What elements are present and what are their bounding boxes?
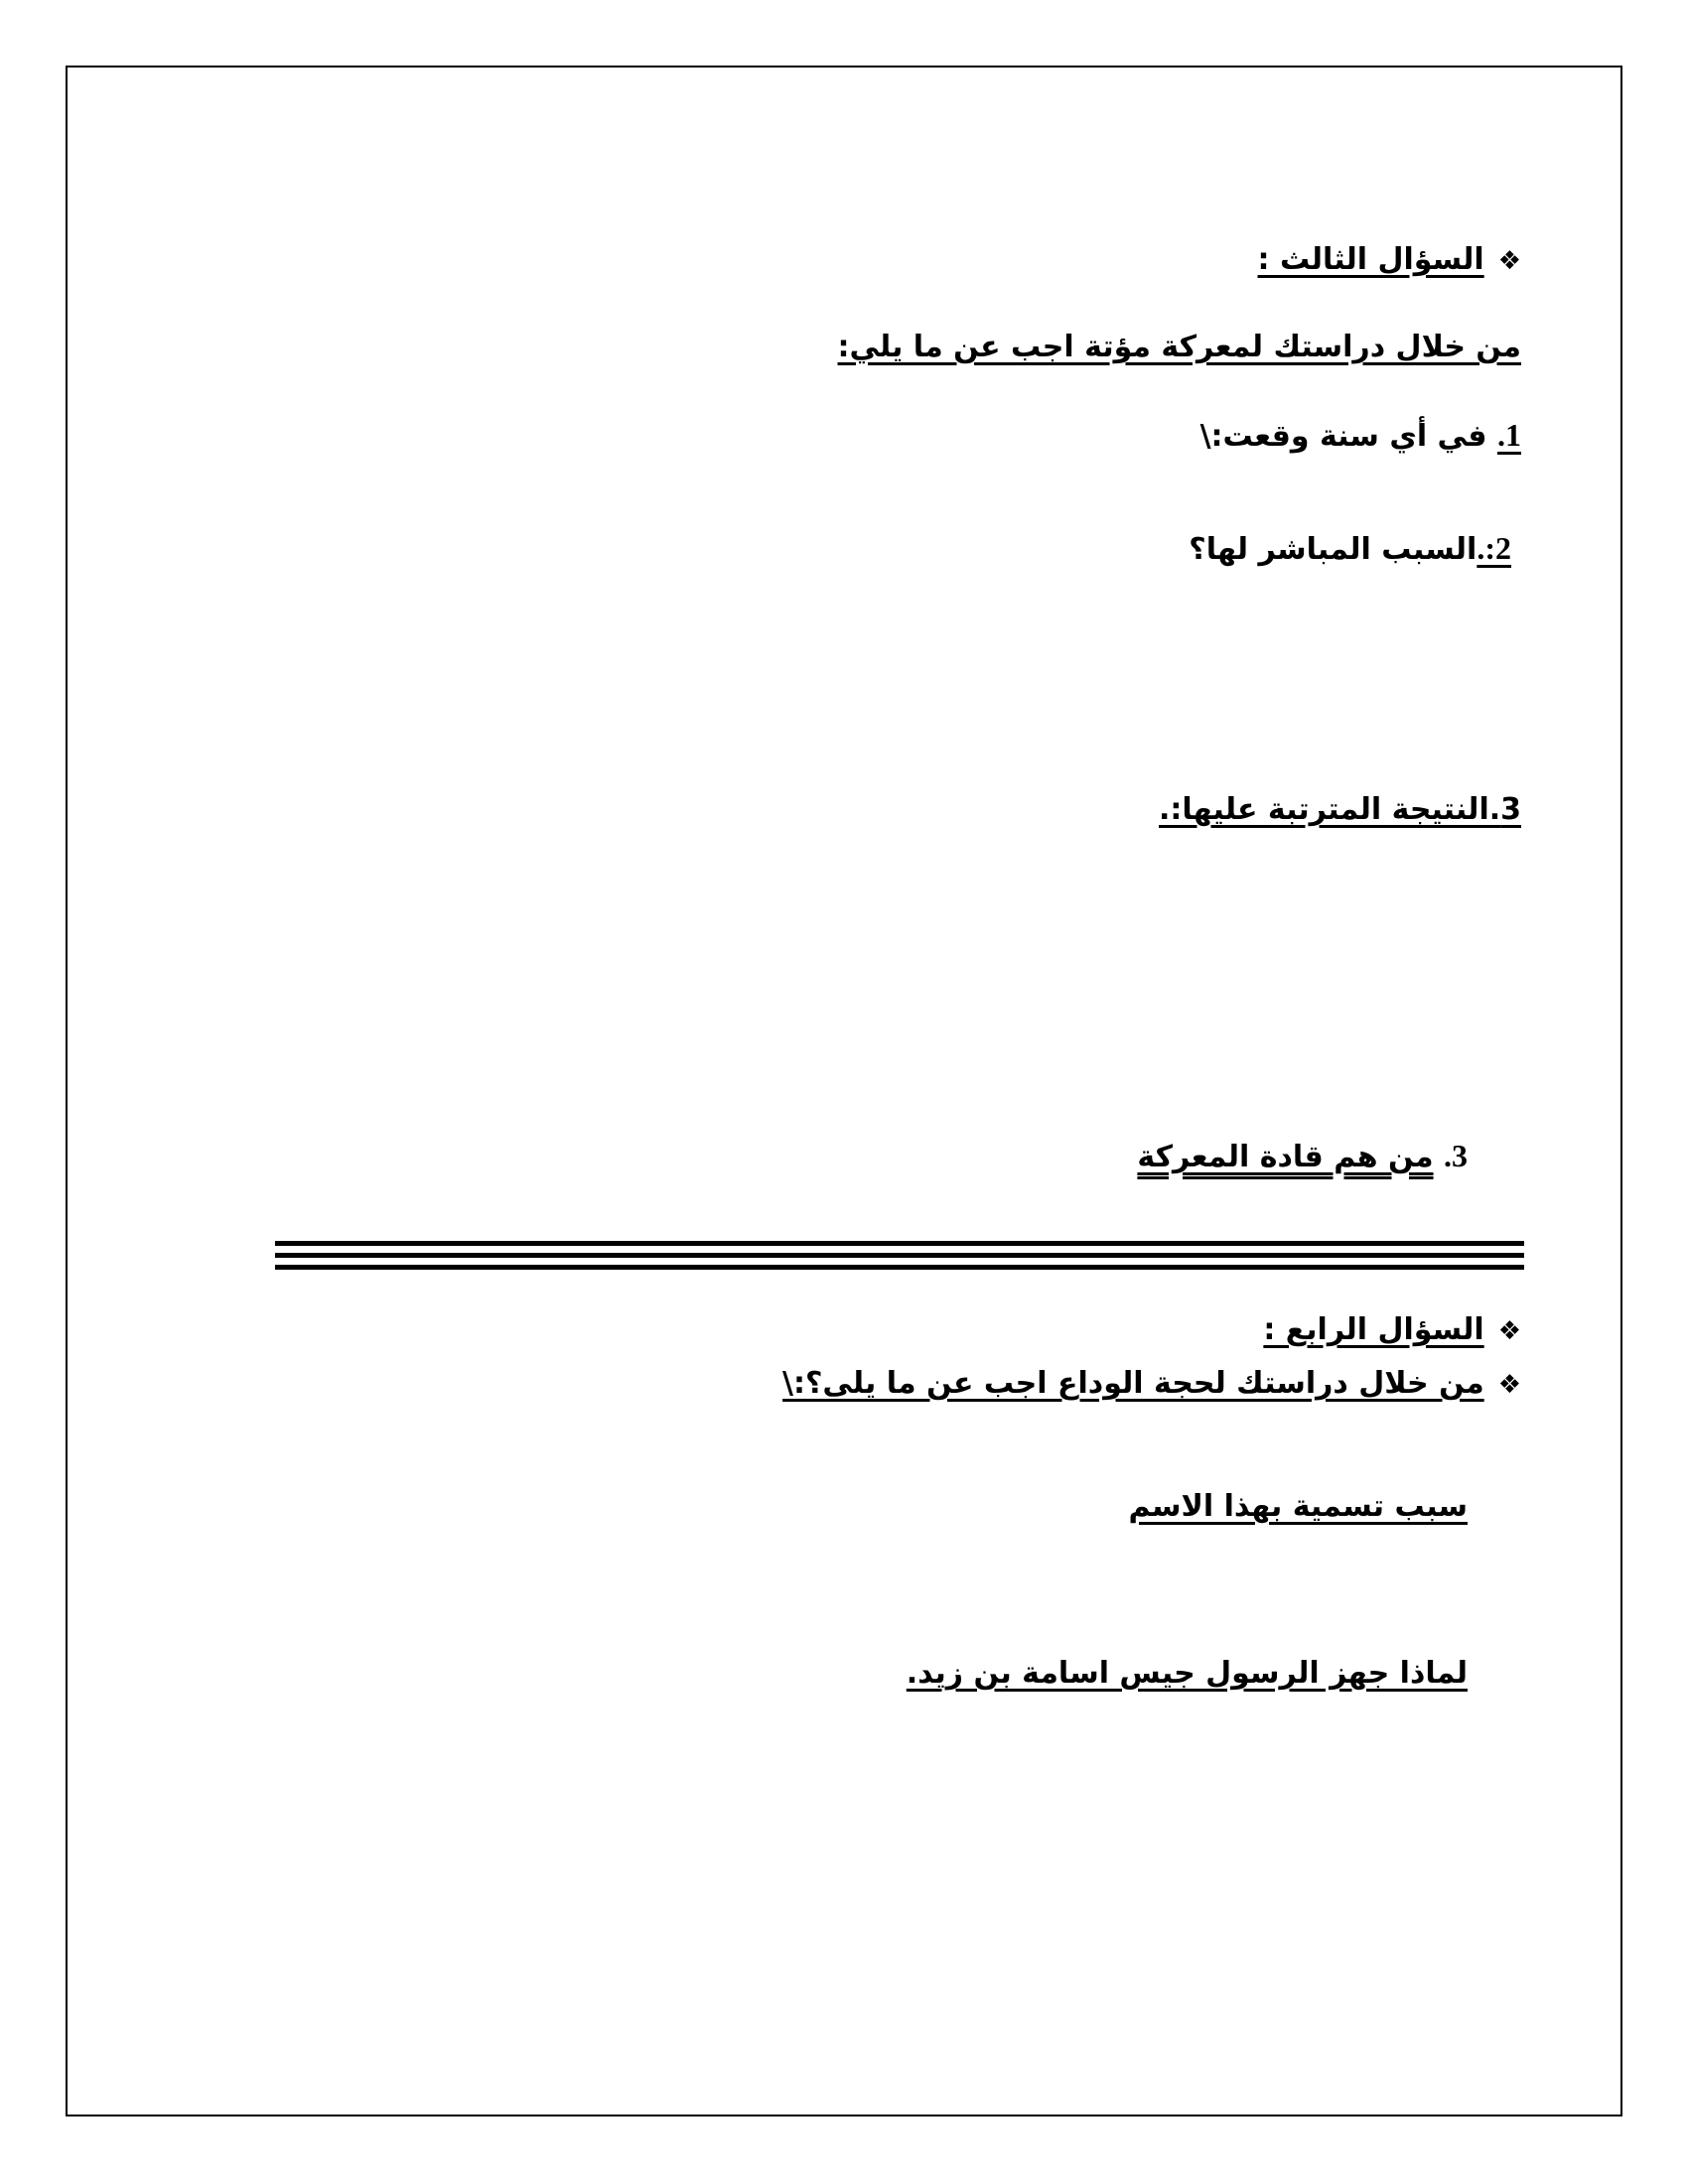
q4-intro: من خلال دراستك لحجة الوداع اجب عن ما يلى؟:\ <box>782 1366 1484 1401</box>
page-border <box>66 66 1622 2116</box>
q3-item-4-number: 3. <box>1444 1138 1468 1173</box>
diamond-bullet-icon: ❖ <box>1497 1316 1521 1346</box>
q3-title: السؤال الثالث : <box>1257 242 1484 277</box>
diamond-bullet-icon: ❖ <box>1497 246 1521 276</box>
q3-heading <box>1258 240 1521 281</box>
q4-heading <box>1263 1310 1521 1351</box>
q3-item-2 <box>1189 528 1511 570</box>
q3-item-1-text: في أي سنة وقعت:\ <box>1199 419 1487 454</box>
q4-item-1: سبب تسمية بهذا الاسم <box>1128 1489 1468 1524</box>
q3-item-3: 3.النتيجة المترتبة عليها:. <box>1159 792 1521 827</box>
q4-title: السؤال الرابع : <box>1263 1312 1484 1347</box>
q3-item-1 <box>1200 415 1521 457</box>
q3-item-1-number: 1. <box>1497 417 1521 453</box>
section-divider-bottom <box>275 1265 1524 1270</box>
q3-item-4-text: من هم قادة المعركة <box>1137 1140 1434 1174</box>
diamond-bullet-icon: ❖ <box>1497 1370 1521 1400</box>
q4-item-2: لماذا جهز الرسول جيس اسامة بن زيد. <box>906 1656 1468 1691</box>
q3-item-2-number: 2:. <box>1477 530 1511 566</box>
section-divider-middle <box>275 1253 1524 1258</box>
q3-item-4 <box>1137 1136 1468 1177</box>
q3-intro: من خلال دراستك لمعركة مؤتة اجب عن ما يلي: <box>837 330 1521 364</box>
section-divider-top <box>275 1241 1524 1246</box>
q4-intro-line <box>782 1364 1521 1405</box>
q3-item-2-text: السبب المباشر لها؟ <box>1189 532 1477 567</box>
